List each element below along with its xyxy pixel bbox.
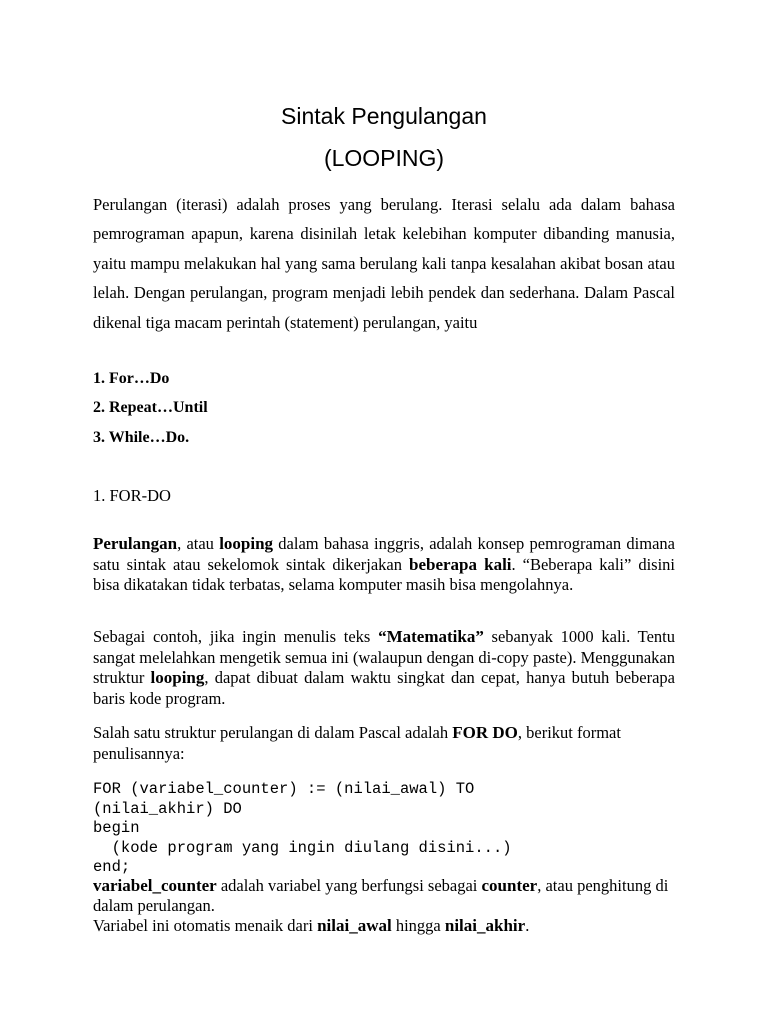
text-run: adalah variabel yang berfungsi sebagai	[216, 876, 482, 895]
bold-term: nilai_awal	[317, 916, 392, 935]
bold-term: Perulangan	[93, 534, 178, 553]
text-run: Variabel ini otomatis menaik dari	[93, 916, 318, 935]
paragraph-format	[93, 723, 675, 764]
bold-term: looping	[150, 668, 205, 687]
list-item: 2. Repeat…Until	[93, 399, 208, 416]
bold-term: nilai_akhir	[444, 916, 526, 935]
text-run: dalam bahasa inggris, adalah konsep pemrograman dimana satu sintak atau sekelomok sintak dikerjakan	[93, 534, 675, 574]
bold-term: variabel_counter	[93, 876, 217, 895]
page-subtitle: (LOOPING)	[323, 145, 445, 171]
intro-paragraph: Perulangan (iterasi) adalah proses yang berulang. Iterasi selalu ada dalam bahasa pemrograman apapun, karena disinilah letak kelebihan komputer dibanding manusia, yaitu mampu melakukan hal yang sama berulang kali tanpa kesalahan akibat bosan atau lelah. Dengan perulangan, program menjadi lebih pendek dan sederhana. Dalam Pascal dikenal tiga macam perintah (statement) perulangan, yaitu	[93, 195, 675, 332]
bold-term: beberapa kali	[409, 554, 512, 574]
text-run: hingga	[391, 916, 445, 935]
bold-term: FOR DO	[452, 723, 518, 742]
bold-term: “Matematika”	[378, 627, 484, 646]
text-run: , berikut format penulisannya:	[93, 723, 621, 763]
bold-term: counter	[481, 876, 538, 895]
list-item: 3. While…Do.	[93, 429, 190, 446]
text-run: , atau	[177, 534, 220, 553]
text-run: , atau penghitung di dalam perulangan.	[93, 876, 669, 915]
section-heading: 1. FOR-DO	[93, 486, 171, 505]
text-run: sebanyak 1000 kali. Tentu sangat melelahkan mengetik semua ini (walaupun dengan di-copy paste). Menggunakan struktur	[93, 627, 675, 687]
page-title: Sintak Pengulangan	[281, 103, 487, 129]
code-block: FOR (variabel_counter) := (nilai_awal) TO (nilai_akhir) DO begin (kode program yang ingin diulang disini...) end;	[93, 780, 512, 876]
text-run: , dapat dibuat dalam waktu singkat dan cepat, hanya butuh beberapa baris kode program.	[93, 668, 675, 708]
list-item: 1. For…Do	[93, 370, 170, 387]
text-run: Sebagai contoh, jika ingin menulis teks	[93, 627, 379, 646]
text-run: Salah satu struktur perulangan di dalam Pascal adalah	[93, 723, 453, 742]
text-run: . “Beberapa kali” disini bisa dikatakan tidak terbatas, selama komputer masih bisa mengolahnya.	[93, 554, 676, 594]
paragraph-definition	[93, 534, 675, 596]
text-run: .	[525, 916, 530, 935]
paragraph-example	[93, 627, 675, 709]
paragraph-explanation	[93, 876, 675, 936]
bold-term: looping	[219, 534, 274, 553]
